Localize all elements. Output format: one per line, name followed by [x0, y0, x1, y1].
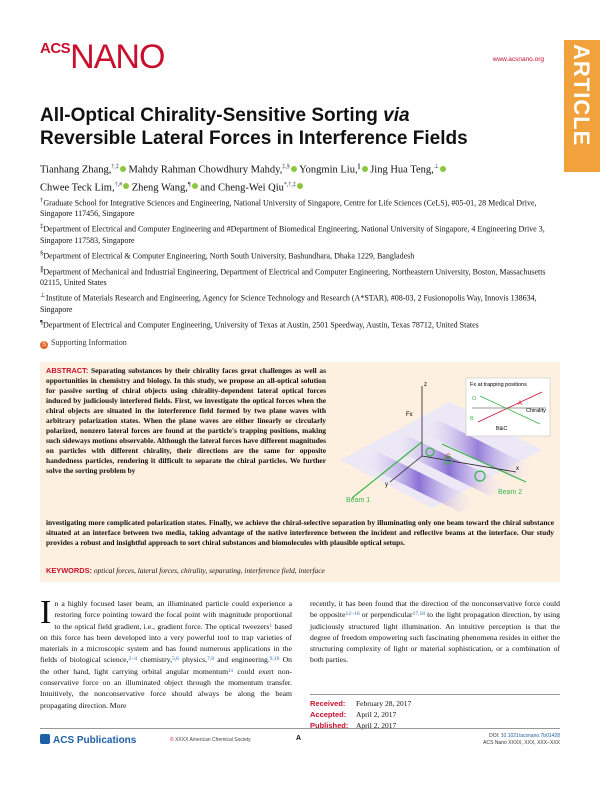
reference-link[interactable]: 12−16: [345, 611, 360, 618]
affiliation-text: Department of Mechanical and Industrial Engineering, Department of Electrical and Computer Engineering, Northeastern University, Boston, Massachusetts 02115, United States: [40, 267, 546, 288]
section-label: ARTICLE: [569, 44, 594, 147]
reference-link[interactable]: 11: [228, 667, 234, 674]
toc-figure: [330, 372, 552, 514]
abstract-text-full: investigating more complicated polarization states. Finally, we achieve the chiral-selective separation by illuminating only one beam toward the chiral substance situated at an interface between two media, taking advantage of the native interference between the incident and reflective beams at the interface. Our study provides a robust and insightful approach to sort chiral substances and biomolecules with plausible optical setups.: [46, 518, 554, 547]
orcid-icon[interactable]: [123, 183, 129, 189]
affiliation-mark: §: [40, 249, 44, 257]
reference-link[interactable]: 5,6: [172, 656, 179, 663]
orcid-icon[interactable]: [440, 166, 446, 172]
body-column-1: [40, 594, 292, 711]
date-label: Published:: [310, 721, 349, 730]
author-affiliation-mark: ‡,§: [282, 164, 290, 170]
doi-block: [483, 733, 560, 747]
inset-label-A: A: [518, 401, 523, 407]
title-line1: All-Optical Chirality-Sensitive Sorting: [40, 105, 378, 126]
body-column-2: [310, 598, 560, 666]
author-affiliation-mark: †,‡: [111, 164, 119, 170]
axis-z-label: z: [424, 382, 427, 388]
beam2-label: Beam 2: [498, 489, 523, 496]
reference-link[interactable]: 7,8: [207, 656, 214, 663]
keywords-text: optical forces, lateral forces, chirality, separating, interference field, interface: [93, 566, 325, 575]
affiliation-mark: ¶: [40, 318, 44, 326]
dropcap: I: [40, 594, 52, 631]
author-affiliation-mark: †,#: [114, 181, 123, 188]
author-affiliation-mark: ⊥: [433, 164, 439, 170]
publication-dates: [310, 694, 560, 731]
affiliation: [40, 196, 560, 219]
inset-title: Fx at trapping positions: [470, 382, 527, 388]
date-value: April 2, 2017: [356, 710, 397, 719]
title-italic: via: [383, 105, 410, 126]
abstract-text: [46, 366, 326, 476]
body-text: based on this force has been developed into a very powerful tool to trap varieties of materials in a microscopic system and has found numerous applications in the fields of biological science,: [40, 621, 292, 665]
copyright: [170, 737, 251, 743]
label-C: C: [446, 454, 451, 460]
doi-link[interactable]: 10.1021/acsnano.7b01428: [500, 733, 560, 739]
affiliation-mark: ‡: [40, 223, 44, 231]
affiliation-mark: †: [40, 197, 44, 204]
affiliation-text: Department of Electrical and Computer Engineering and #Department of Biomedical Engineering, National University of Singapore, 4 Engineering Drive 3, Singapore 117583, Singapore: [40, 225, 545, 245]
author-name[interactable]: Yongmin Liu,: [299, 164, 358, 176]
affiliation-text: Institute of Materials Research and Engineering, Agency for Science Technology and Research (A*STAR), #08-03, 2 Fusionopolis Way, Innovis 138634, Singapore: [40, 294, 537, 314]
author-affiliation-mark: ¶: [187, 181, 191, 188]
keywords-label: KEYWORDS:: [46, 566, 92, 575]
affiliation-text: Graduate School for Integrative Sciences and Engineering, National University of Singapore, Centre for Life Sciences (CeLS), #05-01, 28 Medical Drive, Singapore 117456, Singapore: [40, 198, 537, 219]
axis-y-label: y: [385, 482, 388, 488]
date-label: Received:: [310, 699, 346, 708]
author-affiliation-mark: *,†,‡: [283, 181, 296, 188]
inset-label-BC: B&C: [496, 426, 508, 432]
supporting-info-icon: S: [41, 342, 46, 348]
date-value: February 28, 2017: [356, 699, 412, 708]
affiliation-text: Department of Electrical & Computer Engineering, North South University, Bashundhara, Dhaka 1229, Bangladesh: [43, 251, 415, 261]
reference-link[interactable]: 9,10: [269, 656, 280, 663]
orcid-icon[interactable]: [297, 183, 303, 189]
date-label: Accepted:: [310, 710, 347, 719]
author-name[interactable]: and Cheng-Wei Qiu: [200, 182, 284, 193]
body-text: n a highly focused laser beam, an illuminated particle could experience a restoring force pointing toward the focal point with magnitude proportional to the optical field gradient, i.e., gradient force. The optical tweezers: [54, 599, 292, 631]
title-line2: Reversible Lateral Forces in Interference Fields: [40, 128, 468, 149]
inset-label-O: O: [472, 396, 477, 402]
author-name[interactable]: Zheng Wang,: [131, 182, 188, 193]
copyright-symbol: ©: [170, 737, 174, 743]
body-text: chemistry,: [137, 655, 173, 665]
reference-link[interactable]: 2−4: [128, 656, 138, 663]
citation: ACS Nano XXXX, XXX, XXX−XXX: [483, 740, 560, 746]
orcid-icon[interactable]: [192, 183, 198, 189]
body-text: On the other hand, light carrying orbital angular momentum: [40, 655, 292, 676]
body-text: or perpendicular: [359, 610, 413, 620]
journal-url[interactable]: www.acsnano.org: [492, 56, 544, 63]
publisher-logo[interactable]: [40, 734, 136, 746]
abstract-column-text: Separating substances by their chirality faces great challenges as well as opportunities in chemistry and biology. In this study, we propose an all-optical solution for passive sorting of chiral objects using chirality-dependent lateral optical forces induced by judiciously interfered fields. First, we investigate the optical forces when the chiral objects are situated in the interference field formed by two plane waves with arbitrary polarization states. When the plane waves are either linearly or circularly polarized, nonzero lateral forces are found at the particle's trapping positions, making such sideways motions observable. Although the lateral forces have different magnitudes on particles with different chirality, their directions are the same for opposite handedness particles, rendering it difficult to separate the chiral particles. We further solve the sorting problem by: [46, 366, 326, 475]
article-title: [40, 104, 560, 150]
affiliation: [40, 291, 560, 314]
supporting-info-link[interactable]: [40, 338, 127, 349]
acs-publications-icon: [40, 734, 50, 744]
author-list: [40, 160, 560, 195]
date-value: April 2, 2017: [356, 721, 397, 730]
date-row: [310, 709, 560, 720]
orcid-icon[interactable]: [362, 166, 368, 172]
body-text: to the light propagation direction, by using judiciously structured light illumination. An intuitive perception is that the degree of freedom empowering such fascinating phenomena resides in either the structuring complexity of light or material sophistication, or a combination of both parties.: [310, 610, 560, 665]
abstract-label: ABSTRACT:: [46, 366, 89, 375]
reference-link[interactable]: 17,18: [412, 611, 425, 618]
body-text: and engineering.: [213, 655, 270, 665]
affiliation: [40, 249, 560, 262]
affiliation: [40, 318, 560, 331]
reference-link[interactable]: 1: [269, 622, 273, 629]
keywords: [46, 566, 554, 575]
author-name[interactable]: Jing Hua Teng,: [370, 164, 434, 176]
affiliation: [40, 222, 560, 245]
publisher-name: ACS Publications: [53, 735, 137, 746]
logo-main: NANO: [70, 38, 165, 76]
beam1-label: Beam 1: [346, 497, 371, 504]
logo-prefix: ACS: [40, 40, 71, 57]
body-text: could exert non-conservative force on an illuminated object through the momentum transfer. Intuitively, the nonconservative force should always be along the beam propagating direction. More: [40, 666, 292, 710]
body-text: recently, it has been found that the direction of the nonconservative force could be opposite: [310, 599, 560, 620]
body-text: physics,: [178, 655, 208, 665]
journal-logo: [40, 40, 164, 74]
inset-chirality: Chirality: [526, 408, 546, 414]
footer-divider: [40, 728, 560, 729]
axis-x-label: x: [516, 466, 519, 472]
affiliation-mark: ⊥: [40, 292, 46, 300]
affiliation-list: [40, 196, 560, 334]
copyright-text: XXXX American Chemical Society: [175, 737, 251, 743]
date-row: [310, 720, 560, 731]
date-row: [310, 698, 560, 709]
orcid-icon[interactable]: [291, 166, 297, 172]
affiliation-text: Department of Electrical and Computer Engineering, University of Texas at Austin, 2501 Speedway, Austin, Texas 78712, United States: [43, 320, 479, 330]
supporting-info-label: Supporting Information: [51, 338, 127, 347]
author-name[interactable]: Mahdy Rahman Chowdhury Mahdy,: [128, 164, 283, 176]
author-name[interactable]: Chwee Teck Lim,: [40, 182, 115, 193]
affiliation: [40, 265, 560, 288]
fx-label: Fx: [406, 412, 413, 418]
author-name[interactable]: Tianhang Zhang,: [40, 164, 112, 176]
affiliation-mark: ∥: [40, 266, 44, 273]
page-number: A: [296, 735, 302, 742]
inset-label-B: B: [470, 416, 474, 422]
doi-label: DOI:: [489, 733, 500, 739]
section-tab: [564, 40, 600, 172]
author-affiliation-mark: ∥: [357, 164, 361, 170]
orcid-icon[interactable]: [120, 166, 126, 172]
